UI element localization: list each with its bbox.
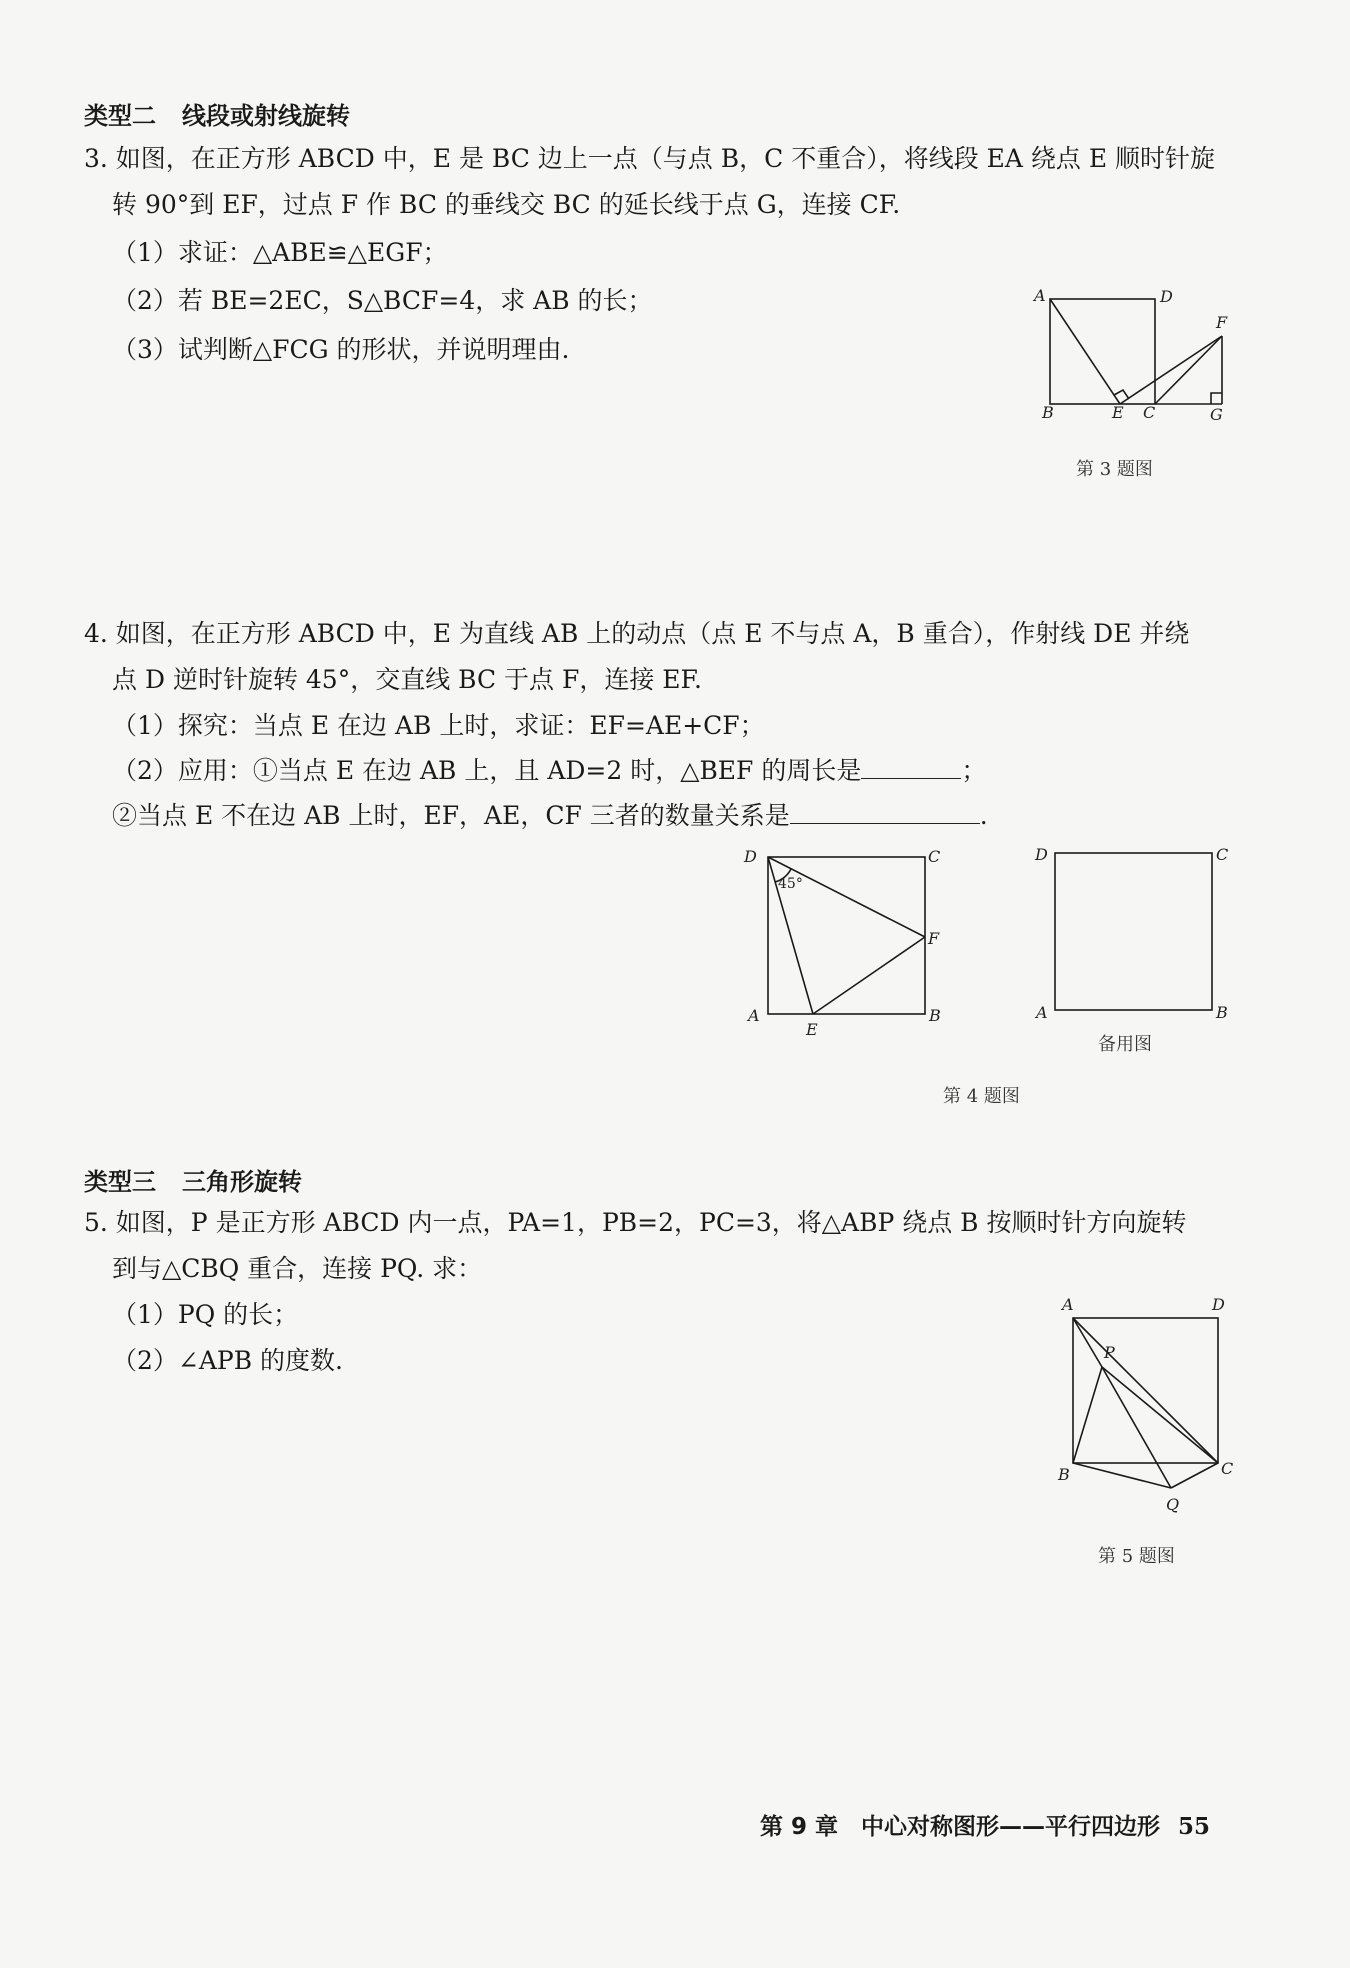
q4-stem-line1: 4. 如图，在正方形 ABCD 中，E 为直线 AB 上的动点（点 E 不与点 A，B 重合），作射线 DE 并绕	[84, 619, 1190, 648]
q4-label-b: B	[929, 1006, 941, 1025]
q4-part2-text: （2）应用：①当点 E 在边 AB 上，且 AD=2 时，△BEF 的周长是	[112, 756, 862, 785]
q5-stem-line2: 到与△CBQ 重合，连接 PQ. 求：	[112, 1254, 483, 1283]
section-prefix: 类型三	[84, 1168, 156, 1196]
q5-part2: （2）∠APB 的度数.	[112, 1346, 343, 1375]
q5-segment-qc	[1171, 1463, 1218, 1488]
q5-segment-pc	[1102, 1367, 1218, 1463]
q5-label-q: Q	[1166, 1495, 1180, 1514]
q3-stem-line1: 3. 如图，在正方形 ABCD 中，E 是 BC 边上一点（与点 B，C 不重合），将线段 EA 绕点 E 顺时针旋	[84, 144, 1216, 173]
section-prefix: 类型二	[84, 102, 156, 130]
q4-label-a: A	[748, 1006, 760, 1025]
q4-backup-label-a: A	[1036, 1003, 1048, 1022]
q4-part3-end: .	[979, 801, 988, 830]
q3-part1: （1）求证：△ABE≌△EGF；	[112, 238, 448, 267]
q4-label-f: F	[928, 929, 940, 948]
chapter-title: 第 9 章 中心对称图形——平行四边形	[760, 1814, 1161, 1840]
q5-label-d: D	[1212, 1295, 1225, 1314]
q3-label-g: G	[1210, 405, 1223, 424]
q5-segment-pq	[1102, 1367, 1171, 1488]
q3-part3: （3）试判断△FCG 的形状，并说明理由.	[112, 335, 570, 364]
q4-label-c: C	[928, 847, 941, 866]
section-title: 三角形旋转	[182, 1168, 302, 1196]
q5-label-a: A	[1062, 1295, 1074, 1314]
q5-label-c: C	[1221, 1459, 1234, 1478]
q3-label-d: D	[1160, 287, 1173, 306]
q3-figure-caption: 第 3 题图	[1076, 459, 1153, 480]
q4-backup-label-b: B	[1216, 1003, 1228, 1022]
q4-figure-caption: 第 4 题图	[943, 1086, 1020, 1107]
q4-part1: （1）探究：当点 E 在边 AB 上时，求证：EF=AE+CF；	[112, 711, 765, 740]
page-footer	[760, 1808, 1210, 1841]
q5-label-b: B	[1058, 1465, 1070, 1484]
q5-stem-line1: 5. 如图，P 是正方形 ABCD 内一点，PA=1，PB=2，PC=3，将△ABP 绕点 B 按顺时针方向旋转	[84, 1208, 1187, 1237]
q4-backup-label-c: C	[1216, 845, 1229, 864]
section-title: 线段或射线旋转	[182, 102, 350, 130]
q5-figure-caption: 第 5 题图	[1098, 1546, 1175, 1567]
q5-label-p: P	[1104, 1343, 1115, 1362]
q4-part2-end: ；	[961, 756, 987, 785]
q3-stem-line2: 转 90°到 EF，过点 F 作 BC 的垂线交 BC 的延长线于点 G，连接 CF.	[112, 190, 901, 219]
q4-backup-caption: 备用图	[1098, 1034, 1152, 1055]
q5-segment-pb	[1073, 1367, 1102, 1463]
q3-label-b: B	[1042, 403, 1054, 422]
q4-label-e: E	[806, 1020, 818, 1039]
q4-angle-label: 45°	[778, 876, 803, 892]
q3-label-f: F	[1216, 313, 1228, 332]
q5-segment-bq	[1073, 1463, 1171, 1488]
q3-label-e: E	[1112, 403, 1124, 422]
q4-part3-text: ②当点 E 不在边 AB 上时，EF，AE，CF 三者的数量关系是	[112, 801, 790, 830]
q4-label-d: D	[744, 847, 757, 866]
q4-stem-line2: 点 D 逆时针旋转 45°，交直线 BC 于点 F，连接 EF.	[112, 665, 702, 694]
page-number: 55	[1178, 1813, 1211, 1840]
q3-label-a: A	[1034, 286, 1046, 305]
q3-part2: （2）若 BE=2EC，S△BCF=4，求 AB 的长；	[112, 286, 653, 315]
q4-backup-label-d: D	[1035, 845, 1048, 864]
q3-label-c: C	[1143, 403, 1156, 422]
q5-part1: （1）PQ 的长；	[112, 1300, 299, 1329]
